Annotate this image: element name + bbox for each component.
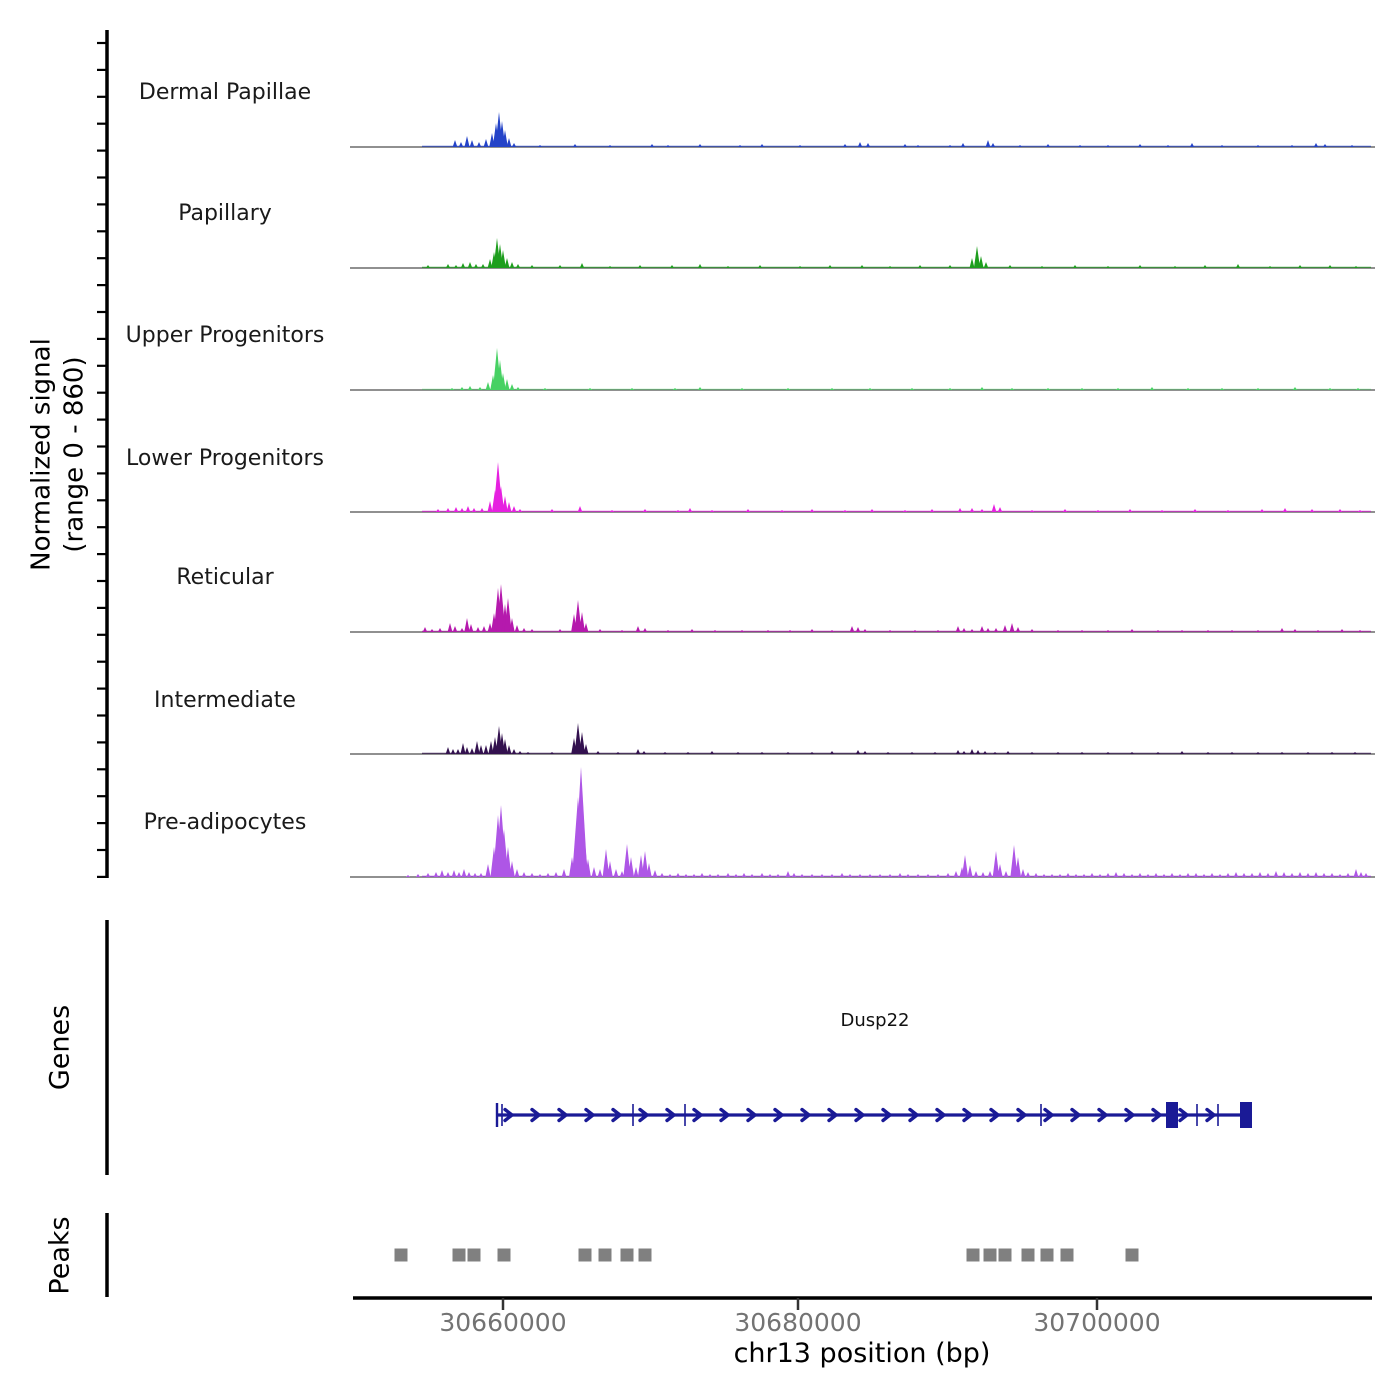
track-label-papillary: Papillary [178,201,272,226]
track-reticular [350,584,1375,632]
x-tick-30680000: 30680000 [734,1308,862,1337]
track-label-dermal-papillae: Dermal Papillae [138,80,312,105]
track-pre-adipocytes [350,767,1375,877]
gene-name-dusp22: Dusp22 [840,1010,910,1031]
track-dermal-papillae [350,112,1375,147]
peaks-track [395,1249,1139,1262]
y-axis-label-line1: Normalized signal [26,338,57,571]
track-label-upper-progenitors: Upper Progenitors [125,323,325,348]
track-intermediate [350,723,1375,754]
x-tick-30660000: 30660000 [439,1308,567,1337]
gene-model-dusp22 [497,1102,1252,1128]
track-label-reticular: Reticular [176,565,274,590]
track-label-lower-progenitors: Lower Progenitors [126,446,324,471]
genes-section-label: Genes [44,1004,76,1091]
x-axis-title: chr13 position (bp) [733,1338,991,1369]
track-upper-progenitors [350,348,1375,390]
y-axis-label-line2: (range 0 - 860) [59,356,89,553]
track-lower-progenitors [350,462,1375,512]
track-label-pre-adipocytes: Pre-adipocytes [143,810,307,835]
peaks-section-label: Peaks [44,1216,76,1295]
track-papillary [350,238,1375,268]
x-tick-30700000: 30700000 [1033,1308,1161,1337]
track-label-intermediate: Intermediate [154,688,296,713]
